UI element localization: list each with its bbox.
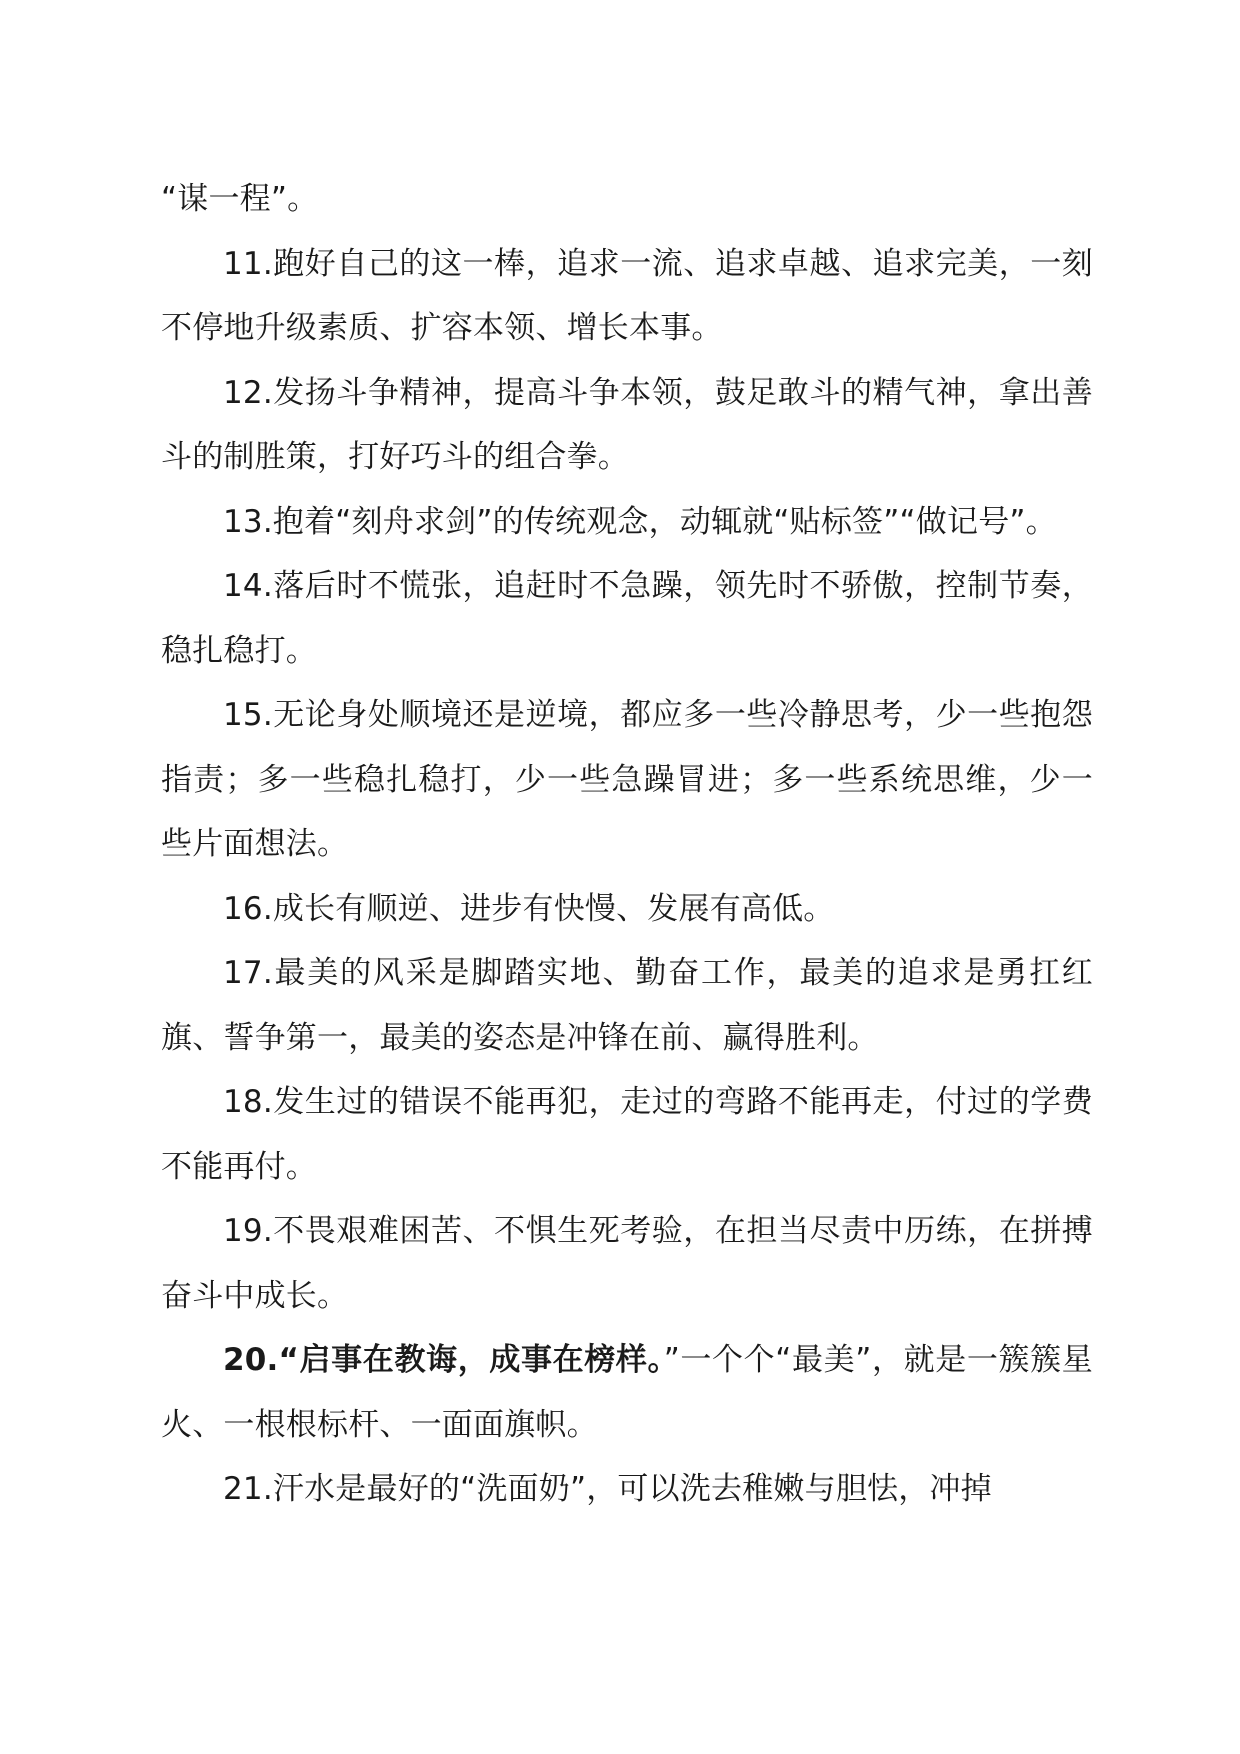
paragraph-19	[161, 1199, 1093, 1328]
paragraph-12	[161, 361, 1093, 490]
paragraph-text: 19.不畏艰难困苦、不惧生死考验，在担当尽责中历练，在拼搏奋斗中成长。	[161, 1213, 1093, 1314]
paragraph-18	[161, 1070, 1093, 1199]
paragraph-11	[161, 232, 1093, 361]
paragraph-15	[161, 683, 1093, 877]
paragraph-text: ”一个个“最美”，就是一簇簇星火、一根根标杆、一面面旗帜。	[161, 1342, 1093, 1443]
paragraph-text: 21.汗水是最好的“洗面奶”，可以洗去稚嫩与胆怯，冲掉	[223, 1471, 992, 1507]
paragraph-14	[161, 554, 1093, 683]
paragraph-16	[161, 877, 1093, 942]
paragraph-text: 16.成长有顺逆、进步有快慢、发展有高低。	[223, 890, 835, 927]
paragraph-text: “谋一程”。	[161, 181, 319, 217]
paragraph-text: 12.发扬斗争精神，提高斗争本领，鼓足敢斗的精气神，拿出善斗的制胜策，打好巧斗的组合拳。	[161, 374, 1093, 475]
paragraph-continuation	[161, 167, 1093, 232]
paragraph-13	[161, 490, 1093, 555]
paragraph-text: 14.落后时不慌张，追赶时不急躁，领先时不骄傲，控制节奏，稳扎稳打。	[161, 568, 1093, 669]
paragraph-text: 18.发生过的错误不能再犯，走过的弯路不能再走，付过的学费不能再付。	[161, 1084, 1093, 1185]
paragraph-17	[161, 941, 1093, 1070]
paragraph-text: 11.跑好自己的这一棒，追求一流、追求卓越、追求完美，一刻不停地升级素质、扩容本领、增长本事。	[161, 245, 1093, 346]
paragraph-20	[161, 1328, 1093, 1457]
paragraph-21	[161, 1457, 1093, 1522]
paragraph-text: 17.最美的风采是脚踏实地、勤奋工作，最美的追求是勇扛红旗、誓争第一，最美的姿态是冲锋在前、赢得胜利。	[161, 955, 1093, 1056]
paragraph-bold-text: 20.“启事在教诲，成事在榜样。	[223, 1342, 664, 1378]
document-body	[161, 167, 1093, 1522]
paragraph-text: 13.抱着“刻舟求剑”的传统观念，动辄就“贴标签”“做记号”。	[223, 503, 1057, 540]
paragraph-text: 15.无论身处顺境还是逆境，都应多一些冷静思考，少一些抱怨指责；多一些稳扎稳打，少一些急躁冒进；多一些系统思维，少一些片面想法。	[161, 697, 1093, 862]
